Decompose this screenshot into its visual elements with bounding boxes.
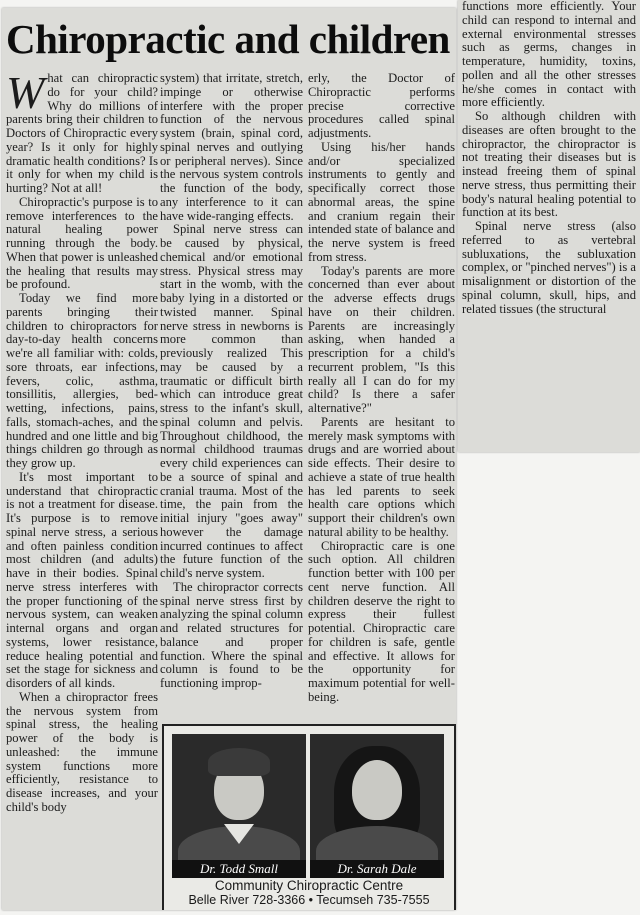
doctor-name-1: Dr. Todd Small	[172, 860, 306, 878]
paragraph-1-text: hat can chiropractic do for your child? Why do millions of parents bring their children to Doctors of Chiropractic every year? Is it only for highly dramatic health conditions? Is it only for when my child is hurting? Not at all!	[6, 72, 158, 195]
paragraph: So although children with diseases are often brought to the chiropractor, the chiropractor is not treating their diseases but is instead freeing them of spinal nerve stress, thus permitting their body's natural healing potential to function at its best.	[462, 109, 636, 220]
main-clipping	[2, 8, 456, 910]
doctor-photo-2	[310, 734, 444, 860]
article-column-3	[308, 72, 455, 722]
continuation-clipping	[458, 0, 640, 452]
article-column-4	[462, 0, 636, 446]
paragraph: Spinal nerve stress can be caused by physical, chemical and/or emotional stress. Physical stress may start in the womb, with the baby lying in a distorted or twisted manner. Spinal nerve stress in newborns is more common than previously realized This may be caused by a traumatic or difficult birth which can introduce great stress to the infant's skull, spinal column and pelvis. Throughout childhood, the normal childhood traumas every child experiences can be a source of spinal and cranial trauma. Most of the time, the pain from the initial injury "goes away" however the damage incurred continues to affect the future function of the child's nerve system.	[160, 222, 303, 580]
paragraph: Today's parents are more concerned than ever about the adverse effects drugs have on their children. Parents are increasingly asking, when handed a prescription for a child's recurrent problem, "Is this really all I can do for my child? Is there a safer alternative?"	[308, 263, 455, 415]
paragraph: Spinal nerve stress (also referred to as vertebral subluxations, the subluxation complex, or "pinched nerves") is a misalignment or distortion of the spinal column, skull, hips, and related tissues (the structural	[462, 219, 636, 316]
article-column-1	[6, 72, 158, 908]
paragraph: functions more efficiently. Your child can respond to internal and external environmental stresses such as germs, changes in temperature, humidity, toxins, pollen and all the other stresses he/she comes in contact with more efficiently.	[462, 0, 636, 110]
paragraph: The chiropractor corrects spinal nerve stress first by analyzing the spinal column and related structures for balance and proper function. Where the spinal column is found to be functioning improp-	[160, 579, 303, 690]
clinic-phones: Belle River 728-3366 • Tecumseh 735-7555	[188, 893, 430, 907]
drop-cap: W	[6, 72, 45, 118]
doctor-name-2: Dr. Sarah Dale	[310, 860, 444, 878]
doctor-photo-1	[172, 734, 306, 860]
paragraph: Chiropractic care is one such option. All children function better with 100 per cent nerve function. All children deserve the right to express their fullest potential. Chiropractic care for children is safe, gentle and effective. It allows for the opportunity for maximum potential for well-being.	[308, 538, 455, 704]
clinic-ad	[162, 724, 456, 910]
paragraph: erly, the Doctor of Chiropractic performs precise corrective procedures called spinal adjustments.	[308, 72, 455, 140]
paragraph: Chiropractic's purpose is to remove interferences to the natural healing power running through the body. When that power is unleashed the healing that results may be profound.	[6, 194, 158, 292]
paragraph: When a chiropractor frees the nervous system from spinal stress, the healing power of the body is unleashed: the immune system functions more efficiently, resistance to disease increases, and your child's body	[6, 689, 158, 814]
paragraph: system) that irritate, stretch, impinge or otherwise interfere with the proper function of the nervous system (brain, spinal cord, spinal nerves and outlying or peripheral nerves). Since the nervous system controls the function of the body, any interference to it can have wide-ranging effects.	[160, 72, 303, 223]
paragraph-1	[6, 72, 158, 196]
paragraph: Today we find more parents bringing their children to chiropractors for day-to-day health concerns we're all familiar with: colds, sore throats, ear infections, fevers, colic, asthma, tonsillitis, allergies, bed-wetting, infections, pains, falls, stomach-aches, and the hundred and one little and big things children go through as they grow up.	[6, 291, 158, 470]
paragraph: Parents are hesitant to merely mask symptoms with drugs and are worried about side effects. Their desire to achieve a state of true health has led parents to seek health care options which support their children's own natural ability to be healthy.	[308, 414, 455, 539]
paragraph: It's most important to understand that chiropractic is not a treatment for disease. It's purpose is to remove spinal nerve stress, a serious and often painless condition most children (and adults) have in their bodies. Spinal nerve stress interferes with the proper functioning of the nervous system, can weaken internal organs and organ systems, lower resistance, reduce healing potential and set the stage for sickness and disorders of all kinds.	[6, 469, 158, 690]
headline: Chiropractic and children	[6, 16, 450, 62]
article-column-2	[160, 72, 303, 722]
clinic-name: Community Chiropractic Centre	[214, 878, 404, 893]
paragraph: Using his/her hands and/or specialized instruments to gently and specifically correct those abnormal areas, the spine and cranium regain their intended state of balance and the nerve system is freed from stress.	[308, 139, 455, 264]
